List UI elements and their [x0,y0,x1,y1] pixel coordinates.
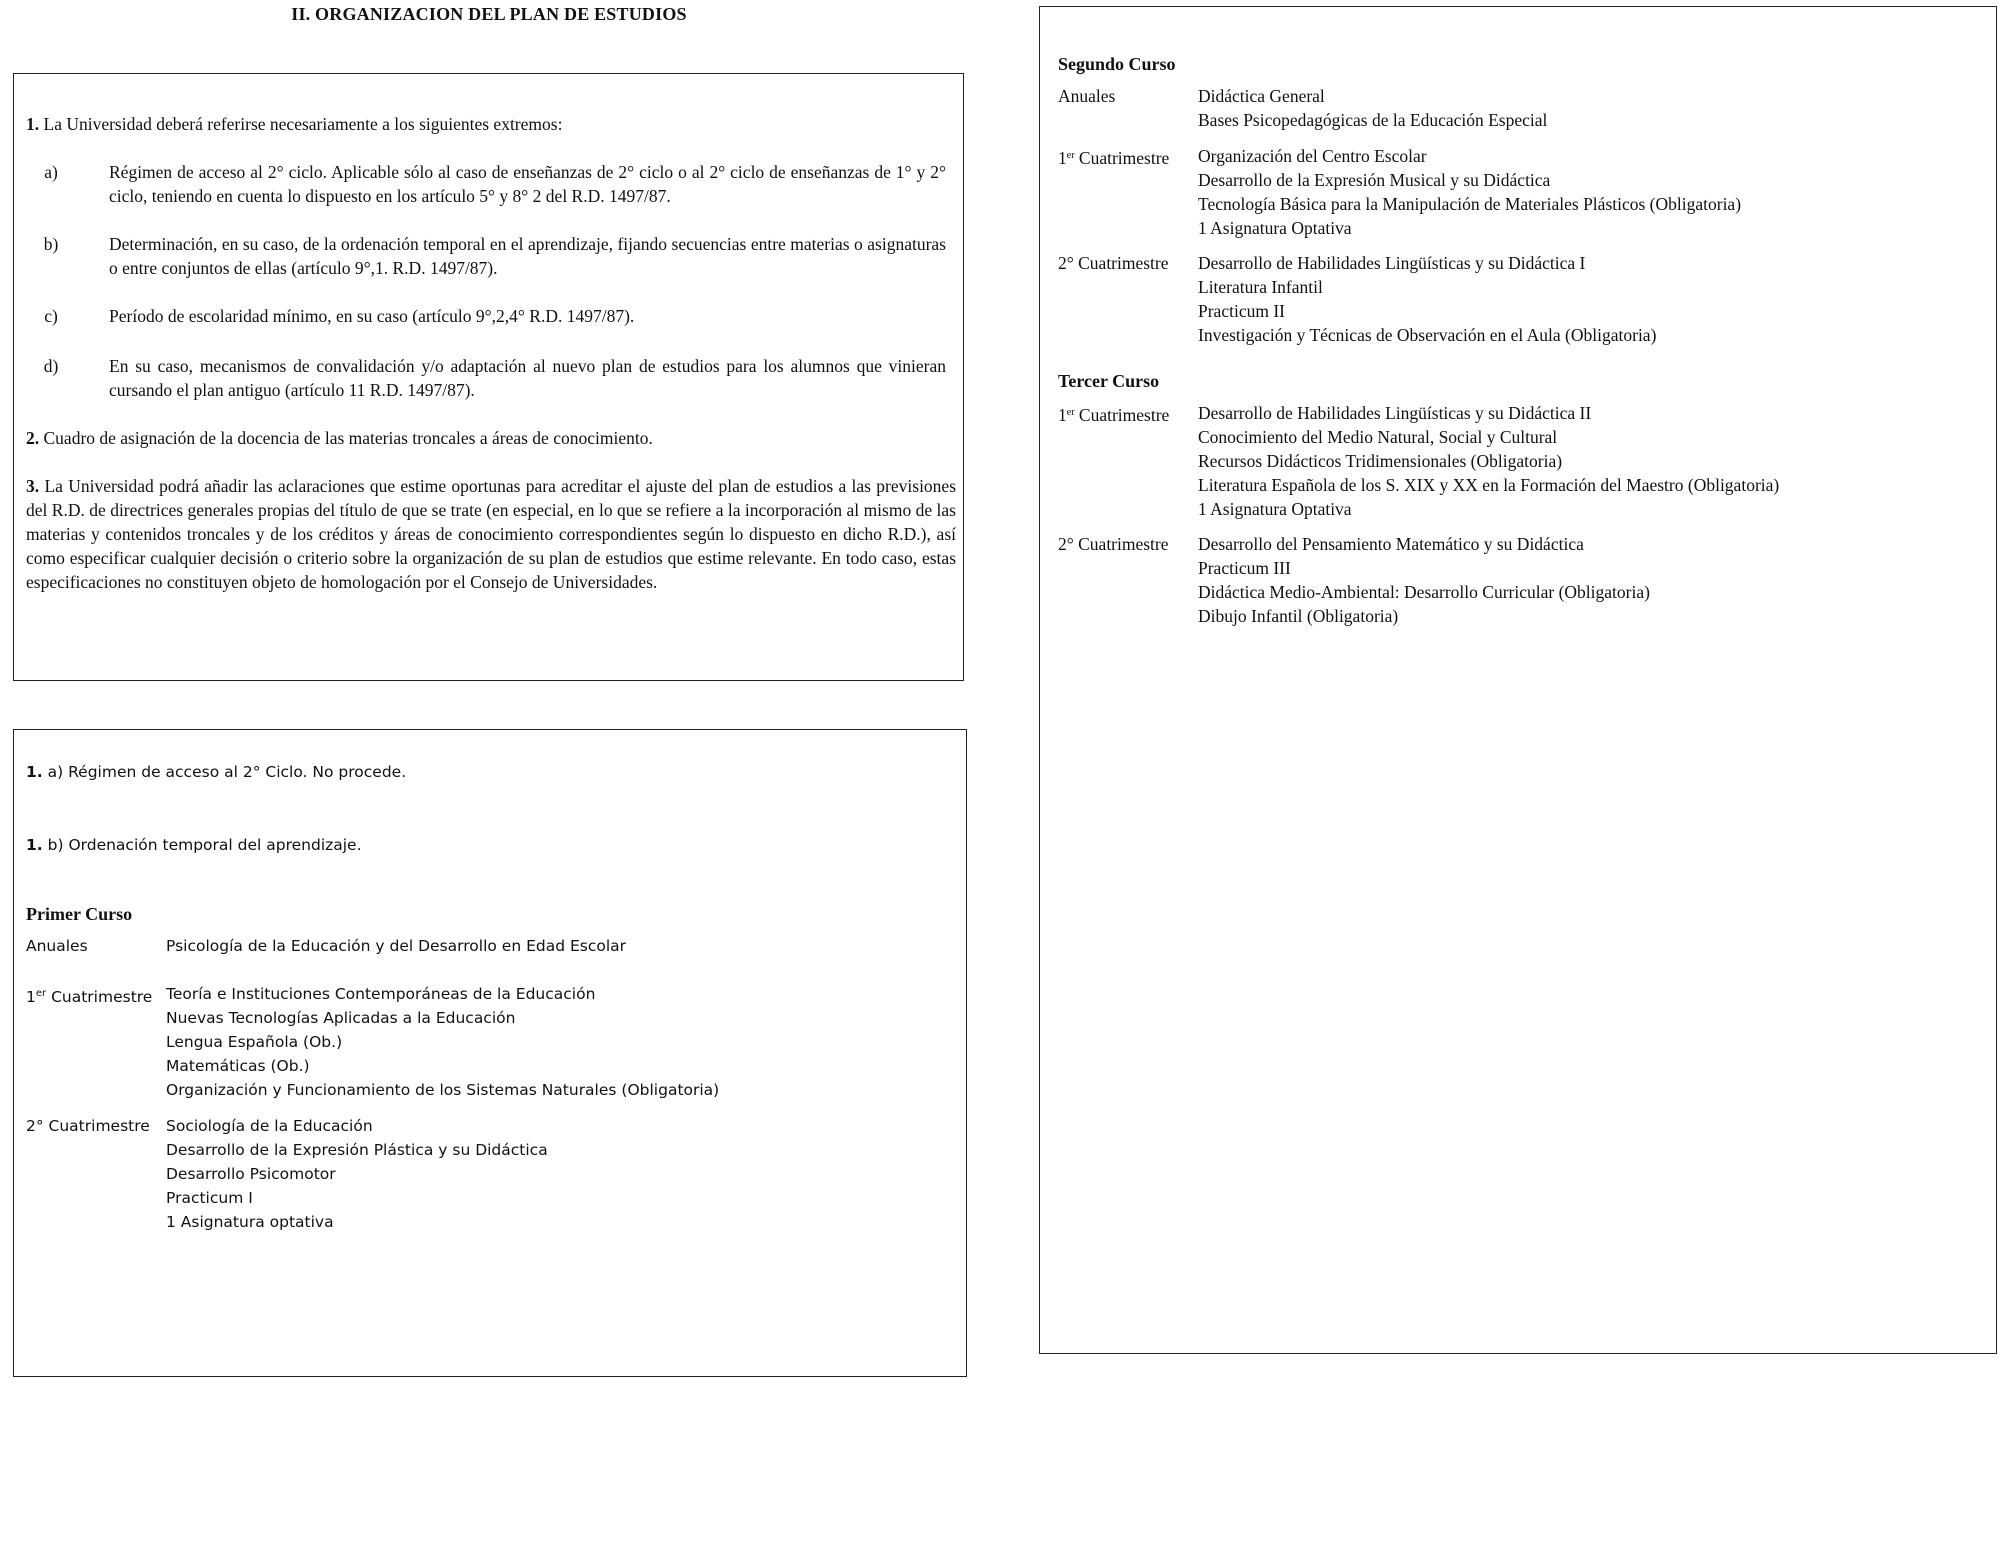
segundo-tercer-curso-box [1039,6,1997,1354]
subject-item: Desarrollo del Pensamiento Matemático y su Didáctica [1198,534,1584,554]
term-label: Anuales [26,937,88,955]
term-label: 2° Cuatrimestre [1058,534,1169,554]
instruction-3 [26,474,956,594]
subject-item: Matemáticas (Ob.) [166,1057,310,1075]
term-superscript: er [35,988,47,999]
term-number: 1 [1058,405,1067,425]
subject-list [166,934,626,958]
term-word: Cuatrimestre [1078,405,1170,425]
term-label: 2° Cuatrimestre [1058,253,1169,273]
subject-item: Desarrollo Psicomotor [166,1165,336,1183]
subject-item: Conocimiento del Medio Natural, Social y Cultural [1198,427,1558,447]
subject-item: Desarrollo de la Expresión Plástica y su Didáctica [166,1141,548,1159]
subject-list [1198,84,1547,132]
subject-item: Sociología de la Educación [166,1117,373,1135]
primer-curso-box [13,729,967,1377]
subject-list [166,982,719,1102]
instruction-3-number: 3. [26,476,40,496]
subject-item: Organización del Centro Escolar [1198,146,1427,166]
item-label: a) [44,162,58,182]
subject-item: Desarrollo de Habilidades Lingüísticas y su Didáctica I [1198,253,1586,273]
subject-item: Didáctica General [1198,86,1325,106]
subject-item: Organización y Funcionamiento de los Sistemas Naturales (Obligatoria) [166,1081,720,1099]
subject-item: 1 Asignatura Optativa [1198,499,1352,519]
item-text: Determinación, en su caso, de la ordenación temporal en el aprendizaje, fijando secuencias entre materias o asignaturas o entre conjuntos de ellas (artículo 9°,1. R.D. 1497/87). [109,234,946,278]
instruction-item-d [26,354,946,402]
subject-item: Tecnología Básica para la Manipulación de Materiales Plásticos (Obligatoria) [1198,194,1742,214]
subject-item: Didáctica Medio-Ambiental: Desarrollo Curricular (Obligatoria) [1198,582,1650,602]
subject-list [166,1114,548,1234]
subject-item: Dibujo Infantil (Obligatoria) [1198,606,1399,626]
answer-b [26,833,362,857]
item-text: En su caso, mecanismos de convalidación y/o adaptación al nuevo plan de estudios para los alumnos que vinieran cursando el plan antiguo (artículo 11 R.D. 1497/87). [109,356,946,400]
subject-item: Bases Psicopedagógicas de la Educación Especial [1198,110,1548,130]
subject-item: Psicología de la Educación y del Desarrollo en Edad Escolar [166,937,627,955]
subject-item: Practicum II [1198,301,1285,321]
term-superscript: er [1066,150,1075,161]
term-label [1058,401,1169,427]
subject-item: Nuevas Tecnologías Aplicadas a la Educación [166,1009,516,1027]
instruction-item-b [26,232,946,280]
answer-b-text: b) Ordenación temporal del aprendizaje. [47,836,362,854]
term-number: 1 [26,988,36,1006]
subject-list [1198,532,1650,628]
subject-item: 1 Asignatura optativa [166,1213,334,1231]
answer-a-number: 1. [26,763,43,781]
term-label [26,982,152,1009]
subject-item: Literatura Española de los S. XIX y XX en la Formación del Maestro (Obligatoria) [1198,475,1780,495]
instructions-box [13,73,964,681]
subject-item: Desarrollo de Habilidades Lingüísticas y su Didáctica II [1198,403,1592,423]
item-text: Período de escolaridad mínimo, en su caso (artículo 9°,2,4° R.D. 1497/87). [109,306,635,326]
subject-list [1198,251,1656,347]
primer-curso-title: Primer Curso [26,904,133,924]
instruction-1-number: 1. [26,114,40,134]
subject-item: Desarrollo de la Expresión Musical y su Didáctica [1198,170,1551,190]
subject-list [1198,401,1779,521]
subject-item: Teoría e Instituciones Contemporáneas de la Educación [166,985,596,1003]
term-label: 2° Cuatrimestre [26,1117,150,1135]
subject-item: Lengua Española (Ob.) [166,1033,343,1051]
subject-list [1198,144,1741,240]
tercer-curso-title: Tercer Curso [1058,371,1160,391]
subject-item: Recursos Didácticos Tridimensionales (Obligatoria) [1198,451,1563,471]
item-label: b) [43,234,59,254]
instruction-2 [26,426,946,450]
instruction-2-text: Cuadro de asignación de la docencia de las materias troncales a áreas de conocimiento. [43,428,653,448]
item-label: c) [44,306,58,326]
term-number: 1 [1058,148,1067,168]
subject-item: Practicum I [166,1189,253,1207]
instruction-item-a [26,160,946,208]
subject-item: Practicum III [1198,558,1291,578]
item-text: Régimen de acceso al 2° ciclo. Aplicable sólo al caso de enseñanzas de 2° ciclo o al 2° ciclo de enseñanzas de 1° y 2° ciclo, teniendo en cuenta lo dispuesto en los artículo 5° y 8° 2 del R.D. 1497/87. [109,162,946,206]
item-label: d) [43,356,59,376]
instruction-2-number: 2. [26,428,40,448]
page-title: II. ORGANIZACION DEL PLAN DE ESTUDIOS [291,4,687,24]
term-label [1058,144,1169,170]
answer-a-text: a) Régimen de acceso al 2° Ciclo. No procede. [47,763,407,781]
segundo-curso-title: Segundo Curso [1058,54,1176,74]
term-label: Anuales [1058,86,1116,106]
subject-item: Literatura Infantil [1198,277,1323,297]
instruction-3-text: La Universidad podrá añadir las aclaraciones que estime oportunas para acreditar el ajuste del plan de estudios a las previsiones del R.D. de directrices generales propias del título de que se trate (en especial, en lo que se refiere a la incorporación al mismo de las materias y contenidos troncales y de los créditos y áreas de conocimiento correspondientes según lo dispuesto en dicho R.D.), así como especificar cualquier decisión o criterio sobre la organización de su plan de estudios que estime relevante. En todo caso, estas especificaciones no constituyen objeto de homologación por el Consejo de Universidades. [26,476,957,592]
instruction-1-text: La Universidad deberá referirse necesariamente a los siguientes extremos: [43,114,563,134]
term-superscript: er [1066,407,1075,418]
answer-a [26,760,406,784]
term-word: Cuatrimestre [1078,148,1170,168]
term-word: Cuatrimestre [51,988,153,1006]
instruction-1 [26,112,562,136]
answer-b-number: 1. [26,836,43,854]
subject-item: Investigación y Técnicas de Observación en el Aula (Obligatoria) [1198,325,1657,345]
instruction-item-c [26,304,946,328]
subject-item: 1 Asignatura Optativa [1198,218,1352,238]
